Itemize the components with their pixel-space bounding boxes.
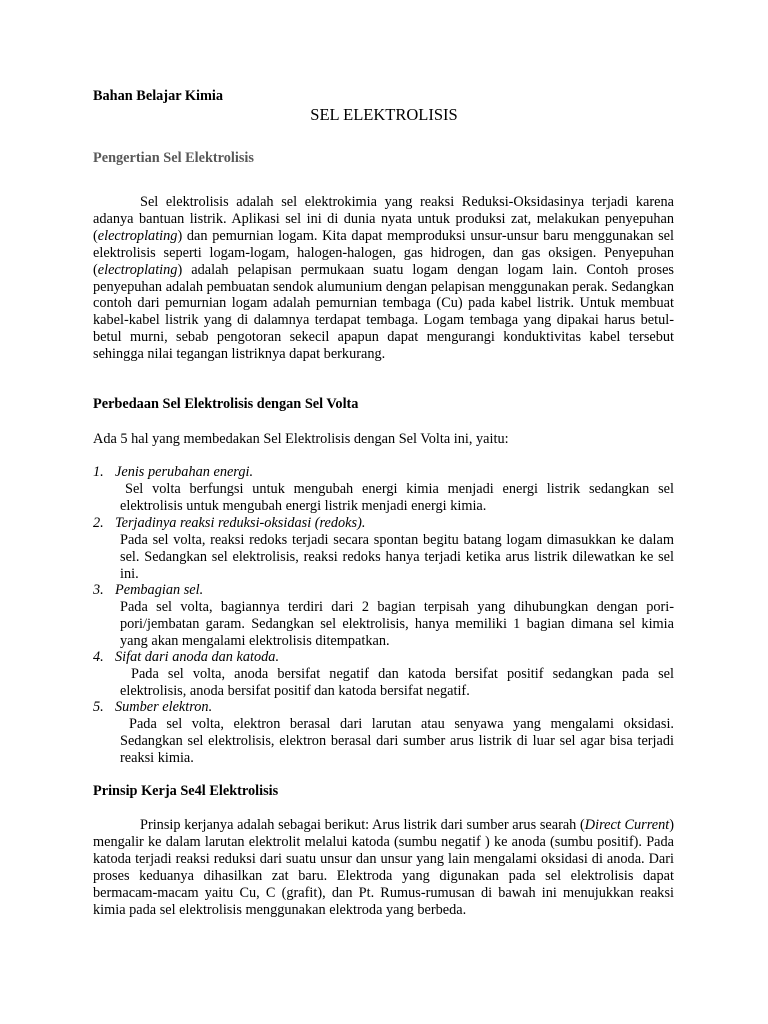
course-label: Bahan Belajar Kimia bbox=[93, 88, 224, 104]
list-item-body: Pada sel volta, bagiannya terdiri dari 2 bagian terpisah yang dihubungkan dengan pori-pori/jembatan garam. Sedangkan sel elektrolisis, hanya memiliki 1 bagian dimana sel kimia yang akan mengalami elektrolisis ditempatkan. bbox=[120, 599, 674, 649]
list-item-body: Sel volta berfungsi untuk mengubah energi kimia menjadi energi listrik sedangkan sel elektrolisis untuk mengubah energi listrik menjadi energi kimia. bbox=[120, 481, 674, 514]
list-item-title: 3. Pembagian sel. bbox=[93, 582, 204, 598]
section-heading-differences: Perbedaan Sel Elektrolisis dengan Sel Volta bbox=[93, 396, 359, 412]
differences-intro: Ada 5 hal yang membedakan Sel Elektrolisis dengan Sel Volta ini, yaitu: bbox=[93, 431, 509, 447]
definition-paragraph: Sel elektrolisis adalah sel elektrokimia yang reaksi Reduksi-Oksidasinya terjadi karena adanya bantuan listrik. Aplikasi sel ini di dunia nyata untuk produksi zat, melakukan penyepuhan (electroplating) dan pemurnian logam. Kita dapat memproduksi unsur-unsur baru menggunakan sel elektrolisis seperti logam-logam, halogen-halogen, gas hidrogen, dan gas oksigen. Penyepuhan (electroplating) adalah pelapisan permukaan suatu logam dengan logam lain. Contoh proses penyepuhan adalah pembuatan sendok alumunium dengan pelapisan menggunakan perak. Sedangkan contoh dari pemurnian logam adalah pemurnian tembaga (Cu) pada kabel listrik. Untuk membuat kabel-kabel listrik yang di dalamnya terdapat tembaga. Logam tembaga yang dipakai harus betul-betul murni, sebab pengotoran sekecil apapun dapat mengurangi konduktivitas kabel tersebut sehingga nilai tegangan listriknya dapat berkurang. bbox=[93, 194, 674, 363]
document-title: SEL ELEKTROLISIS bbox=[310, 105, 458, 124]
list-item-body: Pada sel volta, anoda bersifat negatif dan katoda bersifat positif sedangkan pada sel elektrolisis, anoda bersifat positif dan katoda bersifat negatif. bbox=[120, 666, 674, 699]
list-item-title: 4. Sifat dari anoda dan katoda. bbox=[93, 649, 280, 665]
principle-paragraph: Prinsip kerjanya adalah sebagai berikut: Arus listrik dari sumber arus searah (Direct Current) mengalir ke dalam larutan elektrolit melalui katoda (sumbu negatif ) ke anoda (sumbu positif). Pada katoda terjadi reaksi reduksi dari suatu unsur dan unsur yang lain mengalami oksidasi di anoda. Dari proses keduanya dihasilkan zat baru. Elektroda yang digunakan pada sel elektrolisis dapat bermacam-macam yaitu Cu, C (grafit), dan Pt. Rumus-rumusan di bawah ini menujukkan reaksi kimia pada sel elektrolisis menggunakan elektroda yang berbeda. bbox=[93, 817, 674, 918]
list-item-title: 1. Jenis perubahan energi. bbox=[93, 464, 254, 480]
list-item-body: Pada sel volta, elektron berasal dari larutan atau senyawa yang mengalami oksidasi. Sedangkan sel elektrolisis, elektron berasal dari sumber arus listrik di luar sel agar bisa terjadi reaksi kimia. bbox=[120, 716, 674, 766]
section-heading-definition: Pengertian Sel Elektrolisis bbox=[93, 150, 254, 166]
section-heading-principle: Prinsip Kerja Se4l Elektrolisis bbox=[93, 783, 279, 799]
list-item-title: 2. Terjadinya reaksi reduksi-oksidasi (redoks). bbox=[93, 515, 366, 531]
list-item-title: 5. Sumber elektron. bbox=[93, 699, 213, 715]
list-item-body: Pada sel volta, reaksi redoks terjadi secara spontan begitu batang logam dimasukkan ke dalam sel. Sedangkan sel elektrolisis, reaksi redoks hanya terjadi ketika arus listrik dilewatkan ke sel ini. bbox=[120, 532, 674, 582]
